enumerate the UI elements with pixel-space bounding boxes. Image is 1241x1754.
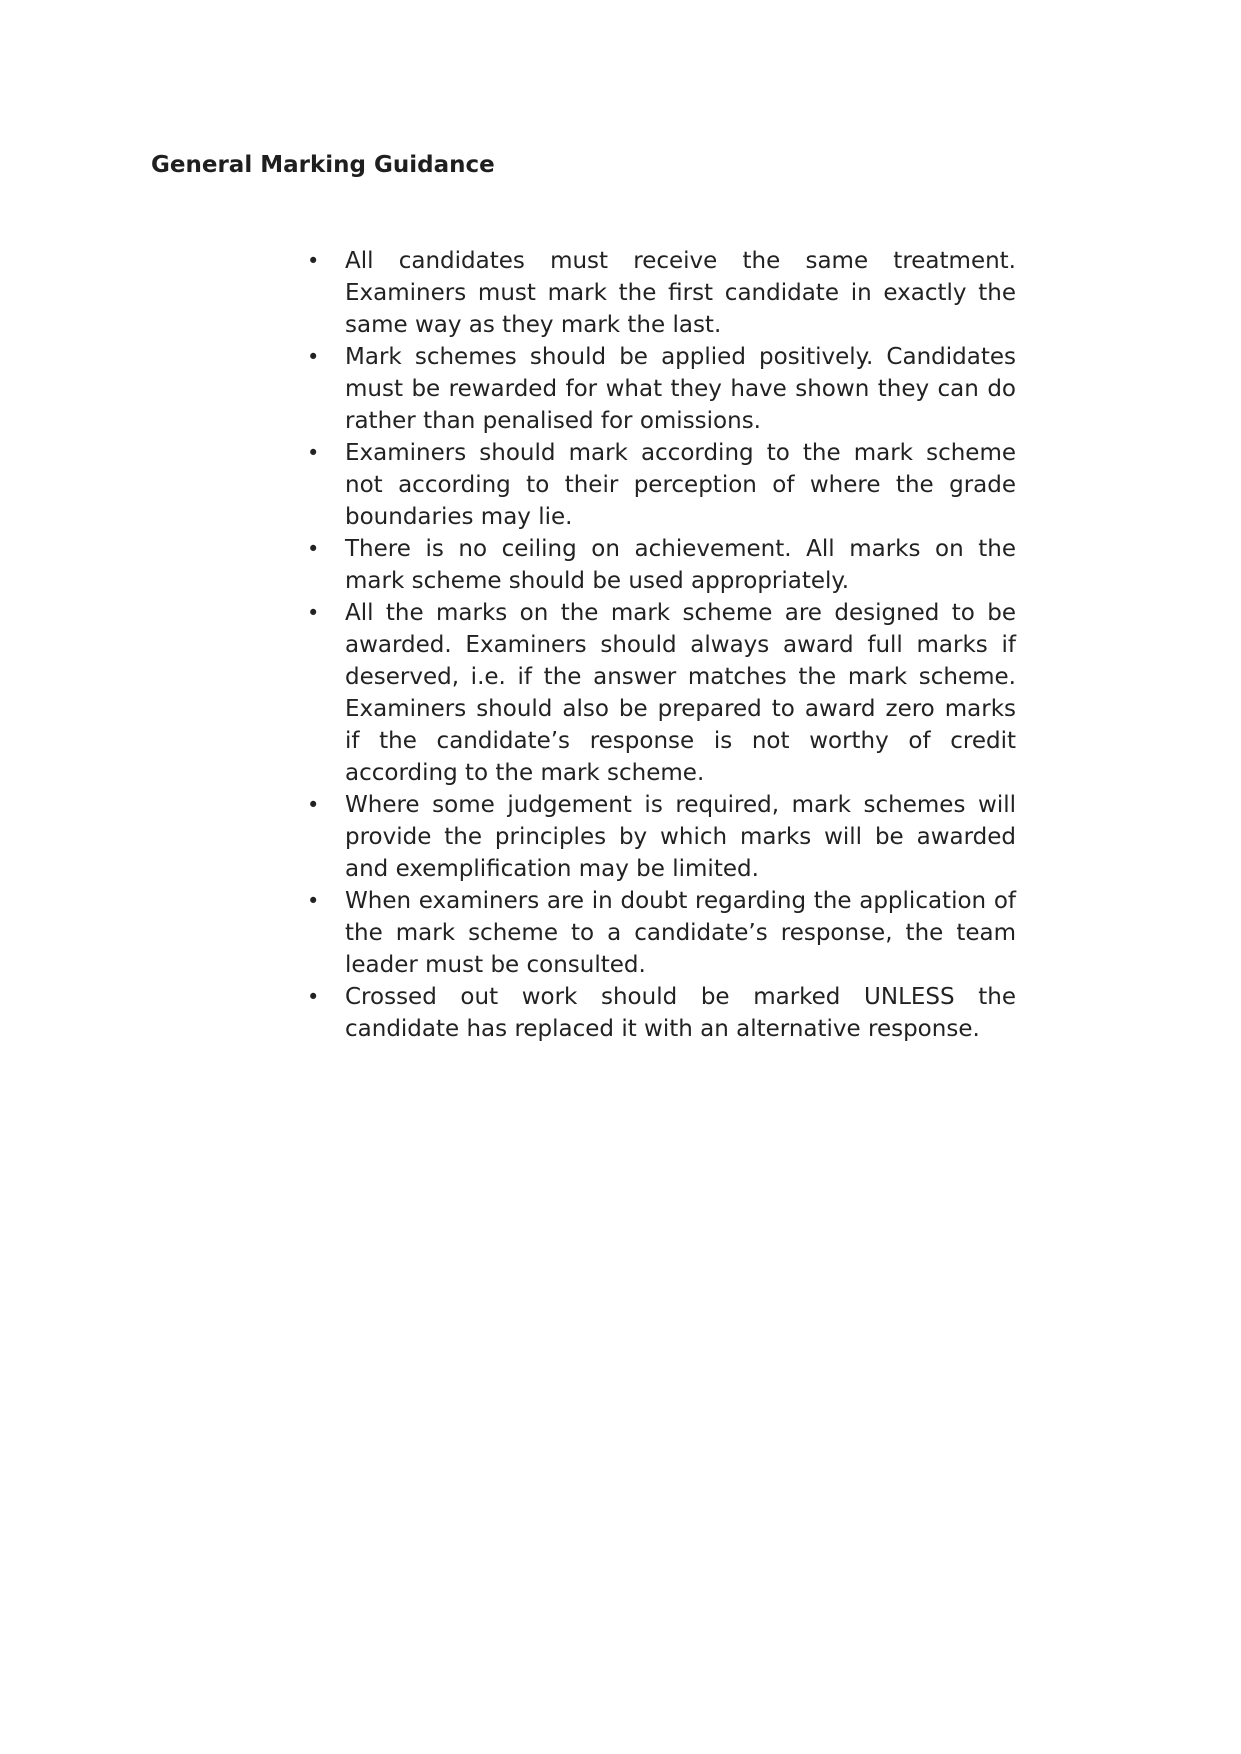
- marking-guidance-list: [306, 245, 1016, 1045]
- bullet-icon: •: [307, 889, 320, 913]
- guidance-text: Crossed out work should be marked UNLESS the candidate has replaced it with an alternative response.: [345, 984, 1016, 1042]
- guidance-item-8: [306, 981, 1016, 1045]
- guidance-item-5: [306, 597, 1016, 789]
- bullet-icon: •: [307, 249, 320, 273]
- bullet-icon: •: [307, 985, 320, 1009]
- guidance-text: There is no ceiling on achievement. All marks on the mark scheme should be used appropriately.: [345, 536, 1016, 594]
- guidance-item-3: [306, 437, 1016, 533]
- guidance-text: Examiners should mark according to the mark scheme not according to their perception of where the grade boundaries may lie.: [345, 440, 1016, 530]
- guidance-text: Where some judgement is required, mark schemes will provide the principles by which marks will be awarded and exemplification may be limited.: [345, 792, 1016, 882]
- bullet-icon: •: [307, 793, 320, 817]
- bullet-icon: •: [307, 601, 320, 625]
- bullet-icon: •: [307, 441, 320, 465]
- guidance-item-7: [306, 885, 1016, 981]
- guidance-text: Mark schemes should be applied positively. Candidates must be rewarded for what they have shown they can do rather than penalised for omissions.: [345, 344, 1016, 434]
- guidance-item-4: [306, 533, 1016, 597]
- guidance-item-2: [306, 341, 1016, 437]
- bullet-icon: •: [307, 345, 320, 369]
- page-title: General Marking Guidance: [151, 152, 495, 178]
- bullet-icon: •: [307, 537, 320, 561]
- guidance-text: All the marks on the mark scheme are designed to be awarded. Examiners should always award full marks if deserved, i.e. if the answer matches the mark scheme. Examiners should also be prepared to award zero marks if the candidate’s response is not worthy of credit according to the mark scheme.: [345, 600, 1016, 786]
- guidance-item-1: [306, 245, 1016, 341]
- guidance-item-6: [306, 789, 1016, 885]
- guidance-text: When examiners are in doubt regarding the application of the mark scheme to a candidate’s response, the team leader must be consulted.: [345, 888, 1016, 978]
- guidance-text: All candidates must receive the same treatment. Examiners must mark the first candidate in exactly the same way as they mark the last.: [345, 248, 1016, 338]
